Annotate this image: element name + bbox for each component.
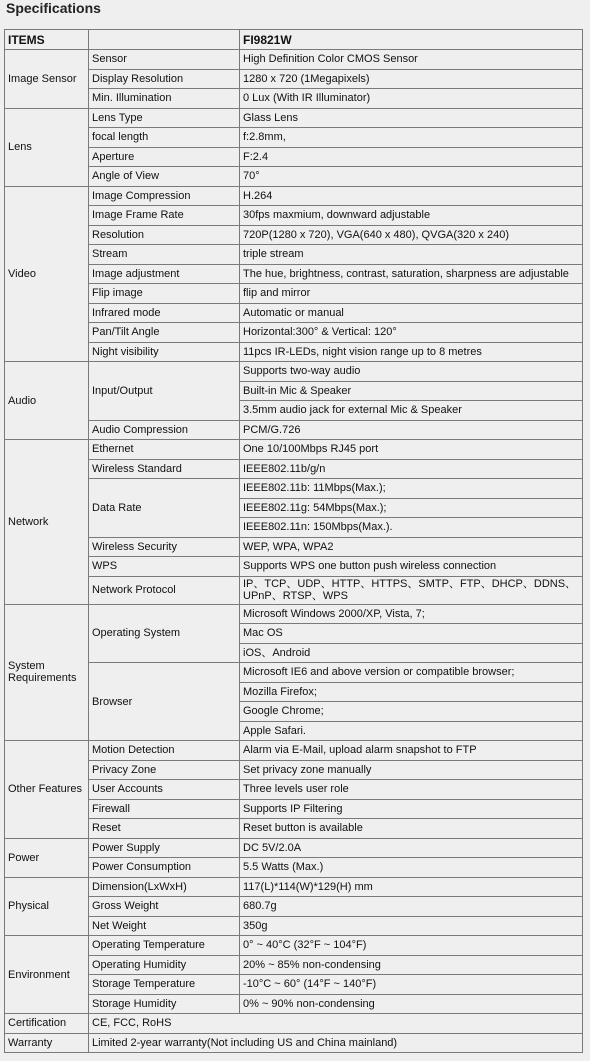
table-row	[5, 1014, 583, 1034]
feature-cell: Data Rate	[89, 479, 240, 538]
table-row	[5, 877, 583, 897]
value-cell: 0 Lux (With IR Illuminator)	[240, 89, 583, 109]
value-cell: H.264	[240, 186, 583, 206]
value-cell: 20% ~ 85% non-condensing	[240, 955, 583, 975]
table-row	[5, 245, 583, 265]
items-header: ITEMS	[5, 30, 89, 50]
value-cell: 5.5 Watts (Max.)	[240, 858, 583, 878]
feature-cell: Flip image	[89, 284, 240, 304]
value-cell: Google Chrome;	[240, 702, 583, 722]
value-cell: Mozilla Firefox;	[240, 682, 583, 702]
table-row	[5, 955, 583, 975]
table-row	[5, 50, 583, 70]
feature-cell: Night visibility	[89, 342, 240, 362]
feature-cell: Pan/Tilt Angle	[89, 323, 240, 343]
feature-cell: Privacy Zone	[89, 760, 240, 780]
feature-cell: Wireless Security	[89, 537, 240, 557]
table-row	[5, 147, 583, 167]
value-cell: The hue, brightness, contrast, saturation, sharpness are adjustable	[240, 264, 583, 284]
value-cell: Glass Lens	[240, 108, 583, 128]
category-cell: Certification	[5, 1014, 89, 1034]
header-spacer	[89, 30, 240, 50]
table-row	[5, 420, 583, 440]
table-row	[5, 108, 583, 128]
feature-cell: Net Weight	[89, 916, 240, 936]
value-cell: Three levels user role	[240, 780, 583, 800]
feature-cell: Image Compression	[89, 186, 240, 206]
table-row	[5, 780, 583, 800]
feature-cell: Stream	[89, 245, 240, 265]
feature-cell: Wireless Standard	[89, 459, 240, 479]
table-row	[5, 206, 583, 226]
feature-cell: Gross Weight	[89, 897, 240, 917]
table-row	[5, 838, 583, 858]
feature-cell: Browser	[89, 663, 240, 741]
feature-cell: Power Supply	[89, 838, 240, 858]
table-row	[5, 799, 583, 819]
feature-cell: Ethernet	[89, 440, 240, 460]
value-cell: Horizontal:300° & Vertical: 120°	[240, 323, 583, 343]
feature-cell: Power Consumption	[89, 858, 240, 878]
value-cell: 0° ~ 40°C (32°F ~ 104°F)	[240, 936, 583, 956]
feature-cell: User Accounts	[89, 780, 240, 800]
table-row	[5, 537, 583, 557]
table-row	[5, 576, 583, 604]
table-row	[5, 819, 583, 839]
value-cell: IEEE802.11g: 54Mbps(Max.);	[240, 498, 583, 518]
value-cell: Supports two-way audio	[240, 362, 583, 382]
feature-cell: Angle of View	[89, 167, 240, 187]
value-cell: 350g	[240, 916, 583, 936]
feature-cell: Sensor	[89, 50, 240, 70]
table-row	[5, 741, 583, 761]
value-cell: Alarm via E-Mail, upload alarm snapshot to FTP	[240, 741, 583, 761]
category-cell: Image Sensor	[5, 50, 89, 109]
table-row	[5, 89, 583, 109]
feature-cell: Resolution	[89, 225, 240, 245]
table-row	[5, 186, 583, 206]
feature-cell: Dimension(LxWxH)	[89, 877, 240, 897]
value-cell: IEEE802.11b: 11Mbps(Max.);	[240, 479, 583, 499]
value-cell: 0% ~ 90% non-condensing	[240, 994, 583, 1014]
value-cell: One 10/100Mbps RJ45 port	[240, 440, 583, 460]
value-cell: 30fps maxmium, downward adjustable	[240, 206, 583, 226]
table-row	[5, 557, 583, 577]
value-cell: flip and mirror	[240, 284, 583, 304]
value-cell: Apple Safari.	[240, 721, 583, 741]
category-cell: Other Features	[5, 741, 89, 839]
value-cell: High Definition Color CMOS Sensor	[240, 50, 583, 70]
value-cell: 720P(1280 x 720), VGA(640 x 480), QVGA(320 x 240)	[240, 225, 583, 245]
table-row	[5, 897, 583, 917]
feature-cell: Reset	[89, 819, 240, 839]
value-cell: PCM/G.726	[240, 420, 583, 440]
table-row	[5, 760, 583, 780]
feature-cell: Image Frame Rate	[89, 206, 240, 226]
value-cell: iOS、Android	[240, 643, 583, 663]
feature-cell: Image adjustment	[89, 264, 240, 284]
feature-cell: focal length	[89, 128, 240, 148]
feature-cell: Aperture	[89, 147, 240, 167]
value-cell: Limited 2-year warranty(Not including US and China mainland)	[89, 1033, 583, 1053]
value-cell: Built-in Mic & Speaker	[240, 381, 583, 401]
table-row	[5, 479, 583, 499]
feature-cell: Operating Humidity	[89, 955, 240, 975]
value-cell: 1280 x 720 (1Megapixels)	[240, 69, 583, 89]
category-cell: Warranty	[5, 1033, 89, 1053]
value-cell: triple stream	[240, 245, 583, 265]
feature-cell: Lens Type	[89, 108, 240, 128]
value-cell: CE, FCC, RoHS	[89, 1014, 583, 1034]
table-header-row	[5, 30, 583, 50]
table-row	[5, 303, 583, 323]
category-cell: Video	[5, 186, 89, 362]
table-row	[5, 994, 583, 1014]
model-header: FI9821W	[240, 30, 583, 50]
category-cell: Audio	[5, 362, 89, 440]
feature-cell: Input/Output	[89, 362, 240, 421]
value-cell: Supports IP Filtering	[240, 799, 583, 819]
value-cell: F:2.4	[240, 147, 583, 167]
category-cell: System Requirements	[5, 604, 89, 741]
value-cell: DC 5V/2.0A	[240, 838, 583, 858]
table-row	[5, 916, 583, 936]
value-cell: 70°	[240, 167, 583, 187]
category-cell: Network	[5, 440, 89, 605]
feature-cell: Network Protocol	[89, 576, 240, 604]
category-cell: Physical	[5, 877, 89, 936]
value-cell: 11pcs IR-LEDs, night vision range up to 8 metres	[240, 342, 583, 362]
value-cell: f:2.8mm,	[240, 128, 583, 148]
feature-cell: Storage Humidity	[89, 994, 240, 1014]
table-row	[5, 167, 583, 187]
feature-cell: Min. Illumination	[89, 89, 240, 109]
table-row	[5, 1033, 583, 1053]
table-row	[5, 264, 583, 284]
feature-cell: Firewall	[89, 799, 240, 819]
table-row	[5, 663, 583, 683]
category-cell: Environment	[5, 936, 89, 1014]
value-cell: Reset button is available	[240, 819, 583, 839]
feature-cell: Infrared mode	[89, 303, 240, 323]
feature-cell: Audio Compression	[89, 420, 240, 440]
table-row	[5, 323, 583, 343]
value-cell: Mac OS	[240, 624, 583, 644]
table-row	[5, 604, 583, 624]
value-cell: -10°C ~ 60° (14°F ~ 140°F)	[240, 975, 583, 995]
feature-cell: Display Resolution	[89, 69, 240, 89]
table-row	[5, 128, 583, 148]
feature-cell: Storage Temperature	[89, 975, 240, 995]
feature-cell: Motion Detection	[89, 741, 240, 761]
value-cell: 117(L)*114(W)*129(H) mm	[240, 877, 583, 897]
specifications-table	[4, 29, 583, 1053]
table-row	[5, 342, 583, 362]
value-cell: IEEE802.11b/g/n	[240, 459, 583, 479]
table-row	[5, 440, 583, 460]
table-row	[5, 284, 583, 304]
table-row	[5, 459, 583, 479]
value-cell: Microsoft IE6 and above version or compatible browser;	[240, 663, 583, 683]
table-row	[5, 69, 583, 89]
value-cell: Set privacy zone manually	[240, 760, 583, 780]
table-row	[5, 362, 583, 382]
value-cell: Automatic or manual	[240, 303, 583, 323]
value-cell: 3.5mm audio jack for external Mic & Speaker	[240, 401, 583, 421]
category-cell: Power	[5, 838, 89, 877]
table-row	[5, 936, 583, 956]
table-row	[5, 858, 583, 878]
category-cell: Lens	[5, 108, 89, 186]
specifications-table-body	[5, 30, 583, 1053]
value-cell: IP、TCP、UDP、HTTP、HTTPS、SMTP、FTP、DHCP、DDNS、UPnP、RTSP、WPS	[240, 576, 583, 604]
value-cell: 680.7g	[240, 897, 583, 917]
value-cell: WEP, WPA, WPA2	[240, 537, 583, 557]
feature-cell: Operating Temperature	[89, 936, 240, 956]
feature-cell: WPS	[89, 557, 240, 577]
value-cell: Microsoft Windows 2000/XP, Vista, 7;	[240, 604, 583, 624]
value-cell: IEEE802.11n: 150Mbps(Max.).	[240, 518, 583, 538]
table-row	[5, 225, 583, 245]
value-cell: Supports WPS one button push wireless connection	[240, 557, 583, 577]
page-title: Specifications	[6, 0, 101, 16]
feature-cell: Operating System	[89, 604, 240, 663]
table-row	[5, 975, 583, 995]
